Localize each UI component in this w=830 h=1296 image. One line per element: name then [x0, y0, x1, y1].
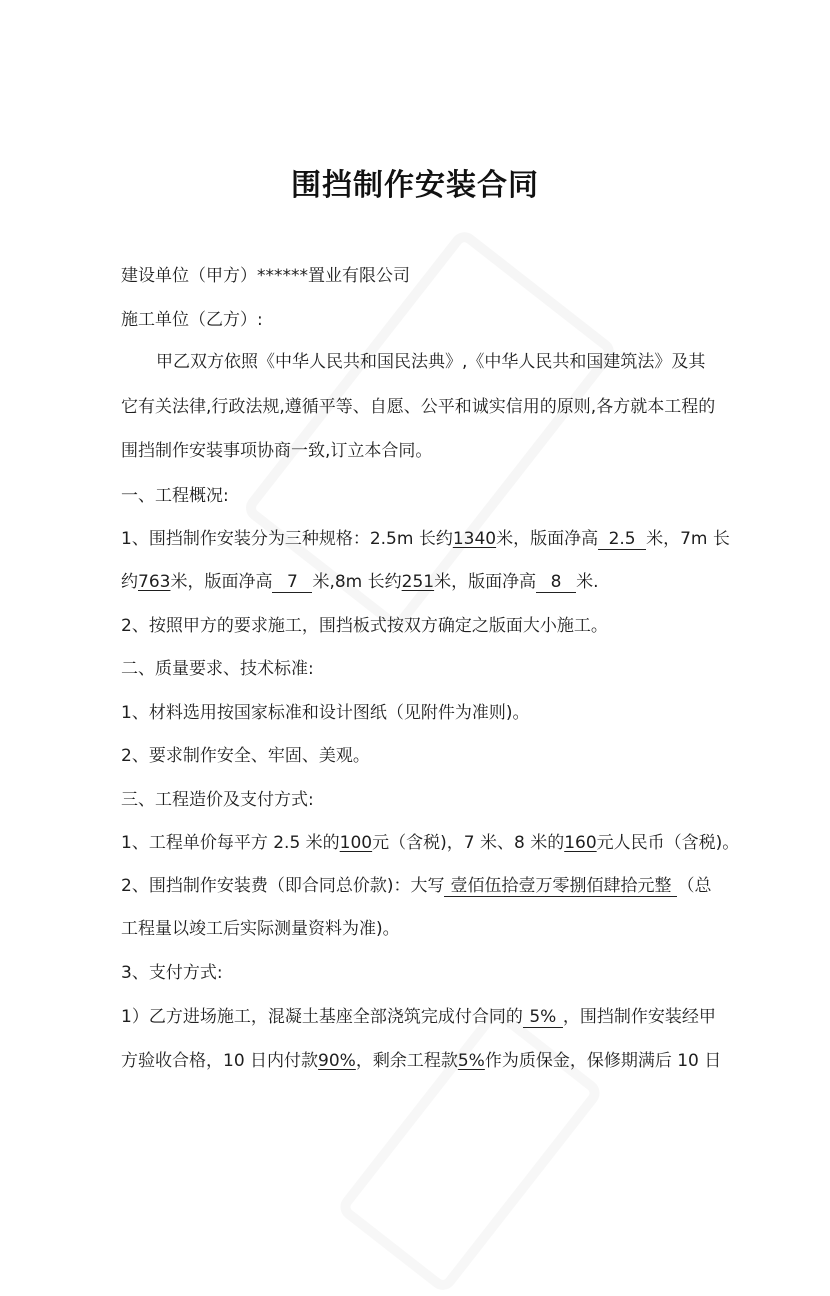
price-text: 1、工程单价每平方 2.5 米的	[121, 833, 340, 853]
height-7m: 7	[272, 572, 312, 593]
total-line-2: 工程量以竣工后实际测量资料为准)。	[121, 919, 400, 939]
payment-line-2	[121, 1050, 721, 1072]
length-8m: 251	[401, 572, 435, 592]
spec-text: 米,8m 长约	[312, 572, 402, 592]
unit-price-2-5m: 100	[339, 833, 373, 853]
intro-line-1: 甲乙双方依照《中华人民共和国民法典》,《中华人民共和国建筑法》及其	[156, 352, 706, 372]
section2-item1: 1、材料选用按国家标准和设计图纸（见附件为准则)。	[121, 703, 530, 723]
spec-text: 1、围挡制作安装分为三种规格：2.5m 长约	[121, 529, 453, 549]
price-text: 元（含税)，7 米、8 米的	[372, 833, 565, 853]
payment-pct-2: 90%	[318, 1051, 356, 1071]
payment-text: ，剩余工程款	[355, 1051, 458, 1071]
price-line	[121, 832, 739, 854]
intro-line-3: 围挡制作安装事项协商一致,订立本合同。	[121, 441, 433, 461]
spec-text: 米，7m 长	[646, 529, 730, 549]
party-a: 建设单位（甲方）******置业有限公司	[121, 266, 410, 286]
spec-text: 米，版面净高	[170, 572, 273, 592]
payment-text: 1）乙方进场施工，混凝土基座全部浇筑完成付合同的	[121, 1007, 523, 1027]
height-8m: 8	[536, 572, 576, 593]
length-7m: 763	[138, 572, 171, 592]
intro-line-2: 它有关法律,行政法规,遵循平等、自愿、公平和诚实信用的原则,各方就本工程的	[121, 397, 716, 417]
length-2-5m: 1340	[452, 529, 497, 549]
party-b: 施工单位（乙方）:	[121, 310, 263, 330]
section2-item2: 2、要求制作安全、牢固、美观。	[121, 746, 370, 766]
watermark	[335, 1004, 605, 1295]
retention-pct: 5%	[457, 1051, 485, 1071]
spec-line-1	[121, 528, 730, 550]
spec-text: 约	[121, 572, 138, 592]
total-text: （总	[677, 876, 712, 896]
total-amount-capital: 壹佰伍拾壹万零捌佰肆拾元整	[444, 876, 677, 897]
payment-text: 作为质保金，保修期满后 10 日	[484, 1051, 722, 1071]
payment-line-1	[121, 1006, 716, 1028]
section3-heading: 三、工程造价及支付方式:	[121, 790, 314, 810]
price-text: 元人民币（含税)。	[596, 833, 740, 853]
spec-text: 米，版面净高	[496, 529, 599, 549]
unit-price-7-8m: 160	[564, 833, 597, 853]
section1-item2: 2、按照甲方的要求施工，围挡板式按双方确定之版面大小施工。	[121, 616, 608, 636]
spec-text: 米.	[576, 572, 599, 592]
payment-text: 方验收合格，10 日内付款	[121, 1051, 319, 1071]
height-2-5m: 2.5	[598, 529, 646, 550]
payment-text: ，围挡制作安装经甲	[562, 1007, 716, 1027]
spec-text: 米，版面净高	[434, 572, 537, 592]
page-title: 围挡制作安装合同	[291, 168, 539, 203]
total-line-1	[121, 875, 711, 897]
spec-line-2	[121, 571, 599, 593]
total-text: 2、围挡制作安装费（即合同总价款)：大写	[121, 876, 445, 896]
payment-pct-1: 5%	[523, 1007, 563, 1028]
section2-heading: 二、质量要求、技术标准:	[121, 659, 314, 679]
payment-heading: 3、支付方式:	[121, 963, 223, 983]
section1-heading: 一、工程概况:	[121, 486, 229, 506]
